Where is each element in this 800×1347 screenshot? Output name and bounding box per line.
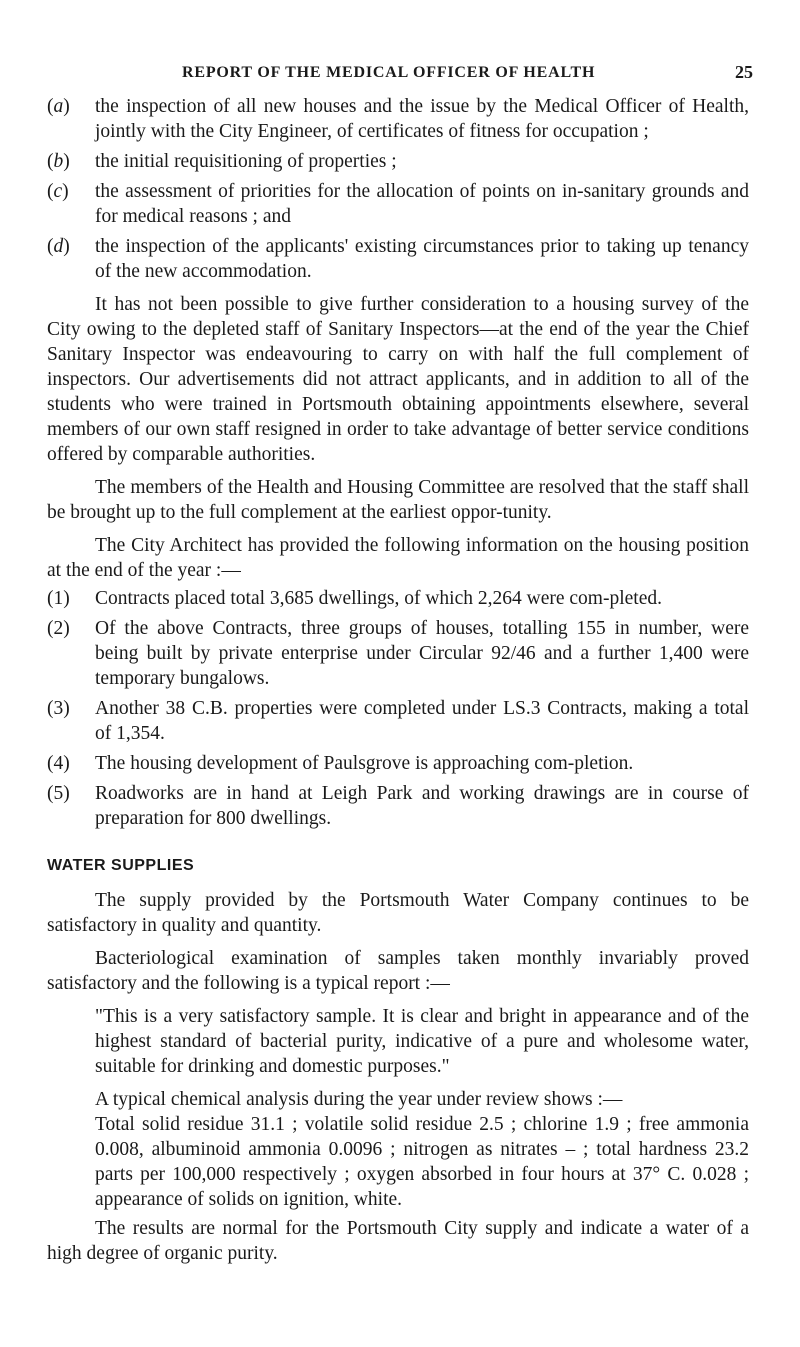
duty-marker: (c) <box>47 181 69 202</box>
housing-item-2 <box>47 616 749 691</box>
conclusion-paragraph: The results are normal for the Portsmouth City supply and indicate a water of a high degree of organic purity. <box>47 1218 749 1264</box>
duty-item-a <box>47 94 749 144</box>
housing-item-number: (4) <box>47 753 70 774</box>
housing-item-1 <box>47 586 749 611</box>
housing-item-3 <box>47 696 749 746</box>
duties-list <box>47 94 749 284</box>
committee-paragraph: The members of the Health and Housing Committee are resolved that the staff shall be brought up to the full complement at the earliest oppor-tunity. <box>47 477 749 523</box>
bacteriological-paragraph: Bacteriological examination of samples taken monthly invariably proved satisfactory and the following is a typical report :— <box>47 948 749 994</box>
housing-item-4 <box>47 751 749 776</box>
water-supply-paragraph: The supply provided by the Portsmouth Water Company continues to be satisfactory in quality and quantity. <box>47 890 749 936</box>
duty-item-c <box>47 179 749 229</box>
housing-item-5 <box>47 781 749 831</box>
duty-text: the inspection of all new houses and the issue by the Medical Officer of Health, jointly with the City Engineer, of certificates of fitness for occupation ; <box>95 96 749 142</box>
duty-text: the assessment of priorities for the allocation of points on in-sanitary grounds and for medical reasons ; and <box>95 181 749 227</box>
housing-item-number: (3) <box>47 698 70 719</box>
housing-item-text: Another 38 C.B. properties were completed under LS.3 Contracts, making a total of 1,354. <box>95 698 749 744</box>
duty-marker: (b) <box>47 151 70 172</box>
analysis-intro: A typical chemical analysis during the year under review shows :— <box>95 1089 623 1110</box>
running-head <box>0 60 800 86</box>
housing-item-number: (1) <box>47 588 70 609</box>
housing-item-text: Roadworks are in hand at Leigh Park and working drawings are in course of preparation for 800 dwellings. <box>95 783 749 829</box>
duty-text: the initial requisitioning of properties ; <box>95 151 397 172</box>
duty-item-d <box>47 234 749 284</box>
analysis-detail: Total solid residue 31.1 ; volatile solid residue 2.5 ; chlorine 1.9 ; free ammonia 0.008, albuminoid ammonia 0.0096 ; nitrogen as nitrates – ; total hardness 23.2 parts per 100,000 respectively ; oxygen absorbed in four hours at 37° C. 0.028 ; appearance of solids on ignition, white. <box>95 1114 749 1210</box>
housing-position-list <box>47 586 749 831</box>
section-heading-water-supplies: WATER SUPPLIES <box>47 857 195 874</box>
body-text <box>47 94 749 1274</box>
housing-item-number: (5) <box>47 783 70 804</box>
duty-item-b <box>47 149 749 174</box>
housing-item-text: The housing development of Paulsgrove is approaching com-pletion. <box>95 753 634 774</box>
housing-item-text: Contracts placed total 3,685 dwellings, of which 2,264 were com-pleted. <box>95 588 662 609</box>
duty-marker: (d) <box>47 236 70 257</box>
page-number: 25 <box>735 62 753 82</box>
duty-marker: (a) <box>47 96 70 117</box>
typical-report-quote: "This is a very satisfactory sample. It is clear and bright in appearance and of the highest standard of bacterial purity, indicative of a pure and wholesome water, suitable for drinking and domestic purposes." <box>95 1006 749 1077</box>
architect-intro-paragraph: The City Architect has provided the following information on the housing position at the end of the year :— <box>47 535 749 581</box>
housing-item-number: (2) <box>47 618 70 639</box>
housing-item-text: Of the above Contracts, three groups of houses, totalling 155 in number, were being built by private enterprise under Circular 92/46 and a further 1,400 were temporary bungalows. <box>95 618 749 689</box>
chemical-analysis-block <box>47 1087 749 1212</box>
running-title: REPORT OF THE MEDICAL OFFICER OF HEALTH <box>182 64 596 81</box>
duty-text: the inspection of the applicants' existing circumstances prior to taking up tenancy of the new accommodation. <box>95 236 749 282</box>
housing-survey-paragraph: It has not been possible to give further consideration to a housing survey of the City owing to the depleted staff of Sanitary Inspectors—at the end of the year the Chief Sanitary Inspector was endeavouring to carry on with half the full complement of inspectors. Our advertisements did not attract applicants, and in addition to all of the students who were trained in Portsmouth obtaining appointments elsewhere, several members of our own staff resigned in order to take advantage of better service conditions offered by comparable authorities. <box>47 294 749 465</box>
